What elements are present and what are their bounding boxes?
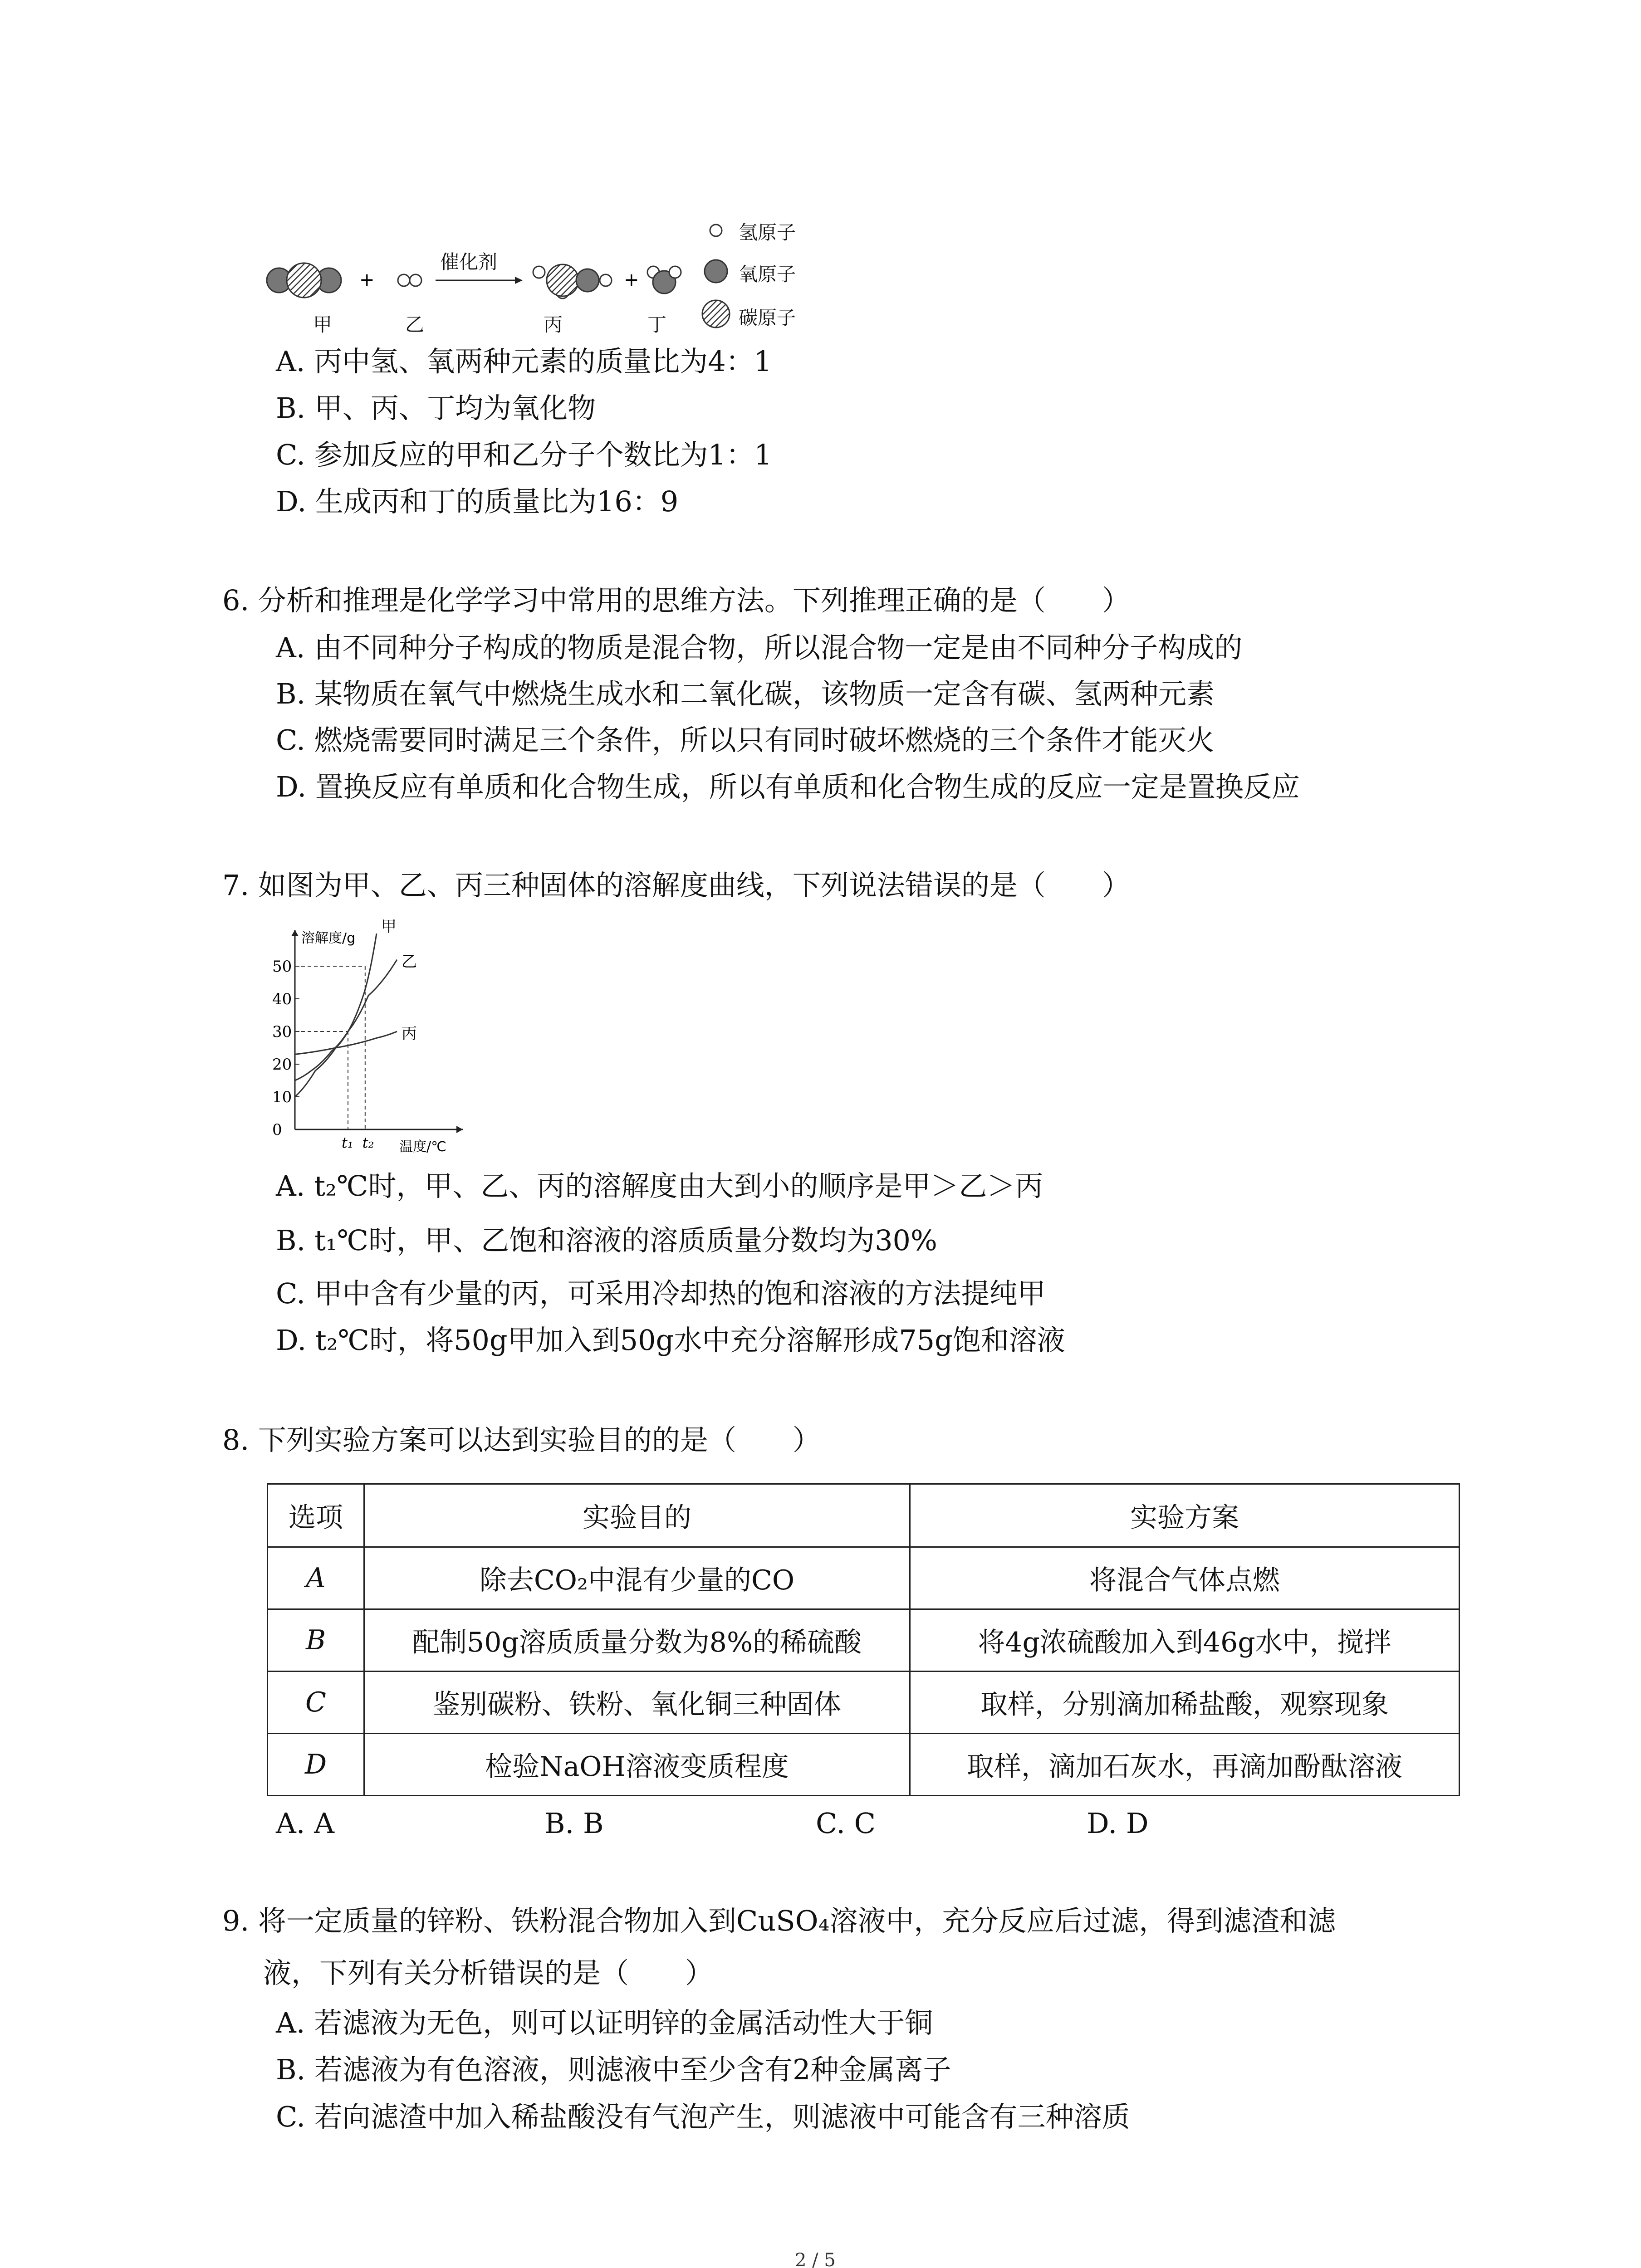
q5-option-c: C. 参加反应的甲和乙分子个数比为1：1 [276,438,772,471]
table-header-cell: 实验目的 [364,1484,910,1547]
molecule-label-bing: 丙 [544,313,563,336]
table-cell-option: C [268,1672,364,1734]
q6-option-a: A. 由不同种分子构成的物质是混合物，所以混合物一定是由不同种分子构成的 [276,631,1243,664]
arrow-label: 催化剂 [440,251,498,273]
legend-oxygen: 氧原子 [739,263,796,285]
q8-answer-a: A. A [276,1807,334,1840]
table-row [268,1672,1460,1734]
q6-option-d: D. 置换反应有单质和化合物生成，所以有单质和化合物生成的反应一定是置换反应 [276,770,1300,803]
y-tick-label: 30 [272,1023,292,1041]
table-header-cell: 选项 [268,1484,364,1547]
table-header-cell: 实验方案 [910,1484,1460,1547]
legend-hydrogen-symbol [710,225,722,236]
legend-hydrogen: 氢原子 [739,221,796,244]
q6-option-c: C. 燃烧需要同时满足三个条件，所以只有同时破坏燃烧的三个条件才能灭火 [276,723,1215,757]
q8-answer-c: C. C [816,1807,876,1840]
table-cell-purpose: 配制50g溶质质量分数为8%的稀硫酸 [364,1609,910,1672]
q6-stem: 6. 分析和推理是化学学习中常用的思维方法。下列推理正确的是（ ） [222,584,1130,617]
x-tick-label: t₁ [342,1134,353,1151]
y-tick-label: 50 [272,958,292,976]
table-cell-purpose: 除去CO₂中混有少量的CO [364,1547,910,1609]
q9-option-a: A. 若滤液为无色，则可以证明锌的金属活动性大于铜 [276,2006,933,2039]
experiment-table [267,1483,1460,1796]
legend-oxygen-symbol [705,260,727,283]
molecule-label-yi: 乙 [405,313,425,336]
q8-answer-d: D. D [1087,1807,1149,1840]
table-header-row [268,1484,1460,1547]
q8-answer-b: B. B [544,1807,604,1840]
molecule-yi [398,274,421,286]
plus-sign: + [359,269,375,290]
q7-option-c: C. 甲中含有少量的丙，可采用冷却热的饱和溶液的方法提纯甲 [276,1277,1046,1310]
molecule-bing [533,264,612,298]
y-axis-label: 溶解度/g [301,930,356,946]
table-row [268,1609,1460,1672]
x-axis-arrow [456,1126,463,1133]
q7-option-a: A. t₂℃时，甲、乙、丙的溶解度由大到小的顺序是甲＞乙＞丙 [276,1169,1043,1202]
solubility-chart [245,912,526,1166]
table-cell-purpose: 鉴别碳粉、铁粉、氧化铜三种固体 [364,1672,910,1734]
table-row [268,1734,1460,1796]
q9-option-c: C. 若向滤渣中加入稀盐酸没有气泡产生，则滤液中可能含有三种溶质 [276,2100,1130,2133]
q6-option-b: B. 某物质在氧气中燃烧生成水和二氧化碳，该物质一定含有碳、氢两种元素 [276,677,1215,710]
table-row [268,1547,1460,1609]
table-cell-method: 将混合气体点燃 [910,1547,1460,1609]
table-cell-method: 取样，分别滴加稀盐酸，观察现象 [910,1672,1460,1734]
q7-option-d: D. t₂℃时，将50g甲加入到50g水中充分溶解形成75g饱和溶液 [276,1324,1065,1357]
series-label: 丙 [402,1025,417,1043]
molecule-jia [267,263,341,298]
molecule-label-ding: 丁 [647,313,667,336]
table-cell-option: B [268,1609,364,1672]
x-axis-label: 温度/℃ [399,1139,446,1155]
q9-stem-line2: 液，下列有关分析错误的是（ ） [263,1956,714,1989]
series-label: 乙 [402,953,417,971]
table-cell-purpose: 检验NaOH溶液变质程度 [364,1734,910,1796]
series-label: 甲 [381,918,397,936]
legend-carbon: 碳原子 [739,307,796,329]
x-tick-label: t₂ [362,1134,374,1151]
table-cell-option: A [268,1547,364,1609]
plus-sign: + [624,269,639,290]
q7-stem: 7. 如图为甲、乙、丙三种固体的溶解度曲线，下列说法错误的是（ ） [222,869,1130,902]
series-line-0 [295,934,377,1080]
y-tick-label: 20 [272,1056,292,1074]
y-tick-label: 40 [272,990,292,1008]
q5-option-a: A. 丙中氢、氧两种元素的质量比为4：1 [276,345,772,378]
table-cell-method: 将4g浓硫酸加入到46g水中，搅拌 [910,1609,1460,1672]
y-axis-arrow [291,930,299,936]
table-cell-method: 取样，滴加石灰水，再滴加酚酞溶液 [910,1734,1460,1796]
q9-stem-line1: 9. 将一定质量的锌粉、铁粉混合物加入到CuSO₄溶液中，充分反应后过滤，得到滤渣和滤 [222,1904,1336,1937]
page-number: 2 / 5 [795,2250,836,2268]
series-line-1 [295,960,397,1097]
y-tick-label: 0 [272,1121,282,1139]
q5-option-b: B. 甲、丙、丁均为氧化物 [276,391,596,425]
table-cell-option: D [268,1734,364,1796]
y-tick-label: 10 [272,1088,292,1106]
legend-carbon-symbol [702,300,730,327]
molecule-label-jia: 甲 [313,313,333,336]
q9-option-b: B. 若滤液为有色溶液，则滤液中至少含有2种金属离子 [276,2053,951,2086]
molecule-ding [647,266,681,293]
q7-option-b: B. t₁℃时，甲、乙饱和溶液的溶质质量分数均为30% [276,1224,937,1257]
q5-option-d: D. 生成丙和丁的质量比为16：9 [276,485,679,518]
q8-stem: 8. 下列实验方案可以达到实验目的的是（ ） [222,1423,821,1457]
